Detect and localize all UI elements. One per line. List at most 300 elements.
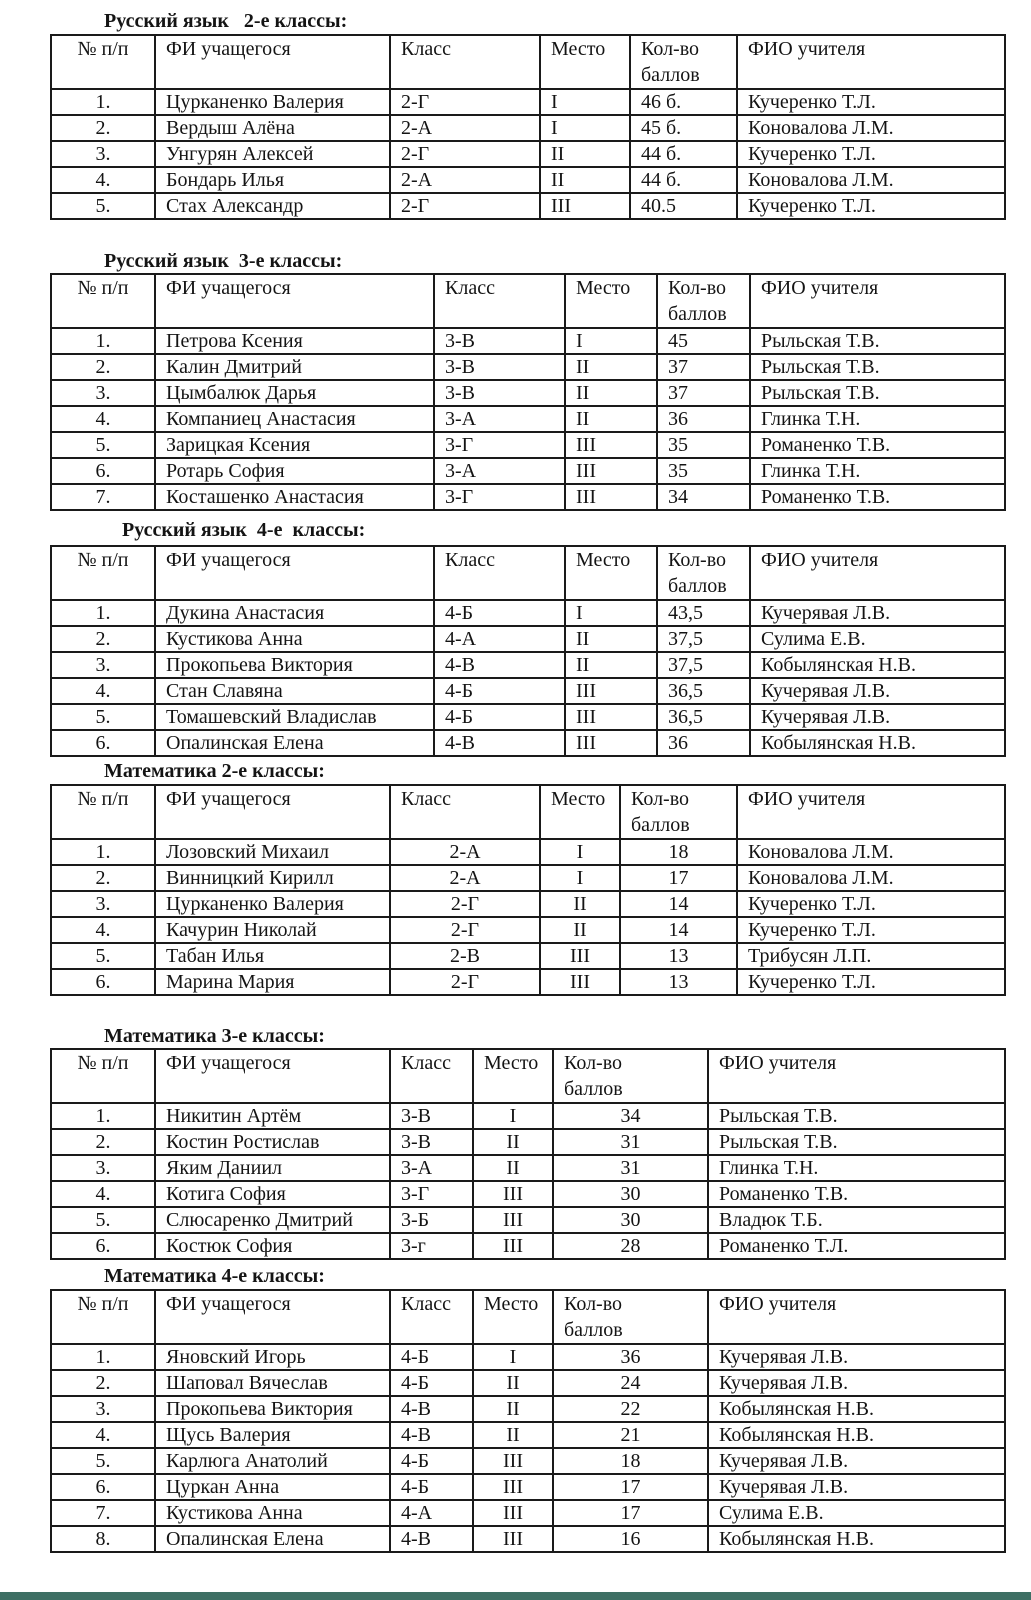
table-cell: 36 [657, 730, 750, 756]
column-header: ФИО учителя [708, 1049, 1005, 1103]
table-cell: 3. [51, 1396, 155, 1422]
table-cell: 2-В [390, 943, 540, 969]
table-cell: 44 б. [630, 141, 737, 167]
column-header: Кол-во баллов [630, 35, 737, 89]
table-cell: Карлюга Анатолий [155, 1448, 390, 1474]
table-cell: 36 [553, 1344, 708, 1370]
table-cell: Рыльская Т.В. [750, 380, 1005, 406]
table-cell: 2. [51, 354, 155, 380]
table-cell: Кучерявая Л.В. [708, 1474, 1005, 1500]
table-cell: 30 [553, 1181, 708, 1207]
table-row [51, 1233, 1005, 1259]
table-cell: 37 [657, 380, 750, 406]
table-cell: Табан Илья [155, 943, 390, 969]
table-cell: 17 [553, 1500, 708, 1526]
table-cell: Лозовский Михаил [155, 839, 390, 865]
column-header: Место [540, 785, 620, 839]
table-cell: II [565, 406, 657, 432]
table-cell: 3. [51, 891, 155, 917]
results-table [50, 273, 1006, 511]
results-table [50, 784, 1006, 996]
table-row [51, 969, 1005, 995]
column-header: ФИО учителя [750, 546, 1005, 600]
table-cell: 2. [51, 1129, 155, 1155]
table-cell: 13 [620, 969, 737, 995]
table-cell: 2-Г [390, 141, 540, 167]
table-cell: 1. [51, 839, 155, 865]
table-cell: Петрова Ксения [155, 328, 434, 354]
table-row [51, 380, 1005, 406]
column-header: № п/п [51, 785, 155, 839]
table-row [51, 484, 1005, 510]
table-cell: 17 [553, 1474, 708, 1500]
table-cell: III [473, 1233, 553, 1259]
table-cell: Кобылянская Н.В. [708, 1526, 1005, 1552]
table-cell: 3-В [434, 328, 565, 354]
table-cell: III [565, 432, 657, 458]
table-header-row [51, 1049, 1005, 1103]
table-row [51, 1448, 1005, 1474]
table-cell: Кучерявая Л.В. [750, 704, 1005, 730]
table-cell: Кучеренко Т.Л. [737, 917, 1005, 943]
table-row [51, 652, 1005, 678]
table-cell: Глинка Т.Н. [750, 406, 1005, 432]
table-row [51, 1103, 1005, 1129]
table-cell: 4-Б [390, 1448, 473, 1474]
table-cell: III [540, 193, 630, 219]
table-cell: 36,5 [657, 704, 750, 730]
table-cell: 2. [51, 115, 155, 141]
table-cell: 45 б. [630, 115, 737, 141]
table-cell: 36 [657, 406, 750, 432]
table-cell: 3-В [434, 354, 565, 380]
results-table [50, 545, 1006, 757]
table-cell: II [473, 1155, 553, 1181]
table-cell: 2. [51, 1370, 155, 1396]
table-cell: Романенко Т.В. [708, 1181, 1005, 1207]
table-heading: Русский язык 3-е классы: [104, 250, 343, 272]
table-cell: Стан Славяна [155, 678, 434, 704]
table-cell: Яновский Игорь [155, 1344, 390, 1370]
table-cell: 35 [657, 458, 750, 484]
table-cell: Кобылянская Н.В. [708, 1396, 1005, 1422]
table-cell: 3-г [390, 1233, 473, 1259]
table-cell: 37 [657, 354, 750, 380]
table-cell: Коновалова Л.М. [737, 839, 1005, 865]
table-cell: 4. [51, 1422, 155, 1448]
table-cell: Цымбалюк Дарья [155, 380, 434, 406]
table-cell: Кучеренко Т.Л. [737, 891, 1005, 917]
table-cell: 34 [657, 484, 750, 510]
table-cell: 35 [657, 432, 750, 458]
table-cell: 6. [51, 730, 155, 756]
table-cell: Рыльская Т.В. [750, 354, 1005, 380]
table-header-row [51, 274, 1005, 328]
table-cell: 4. [51, 167, 155, 193]
table-cell: 4. [51, 678, 155, 704]
table-cell: 36,5 [657, 678, 750, 704]
column-header: ФИ учащегося [155, 1049, 390, 1103]
table-cell: I [540, 115, 630, 141]
table-cell: 31 [553, 1129, 708, 1155]
table-cell: Калин Дмитрий [155, 354, 434, 380]
table-cell: Унгурян Алексей [155, 141, 390, 167]
column-header: Место [540, 35, 630, 89]
column-header: ФИО учителя [737, 785, 1005, 839]
table-cell: 2-Г [390, 917, 540, 943]
table-cell: Рыльская Т.В. [708, 1103, 1005, 1129]
table-row [51, 354, 1005, 380]
column-header: Место [473, 1049, 553, 1103]
table-cell: Прокопьева Виктория [155, 1396, 390, 1422]
table-cell: Кобылянская Н.В. [750, 730, 1005, 756]
table-cell: Цурканенко Валерия [155, 89, 390, 115]
table-cell: Кучеренко Т.Л. [737, 193, 1005, 219]
table-cell: 3-Г [434, 484, 565, 510]
table-cell: 2-А [390, 865, 540, 891]
table-cell: Кучерявая Л.В. [750, 678, 1005, 704]
table-cell: Рыльская Т.В. [708, 1129, 1005, 1155]
table-cell: 22 [553, 1396, 708, 1422]
table-row [51, 115, 1005, 141]
table-cell: II [540, 917, 620, 943]
table-cell: 4. [51, 1181, 155, 1207]
table-cell: I [540, 89, 630, 115]
table-heading: Русский язык 2-е классы: [104, 10, 348, 32]
table-cell: III [473, 1526, 553, 1552]
table-cell: 43,5 [657, 600, 750, 626]
table-cell: II [565, 652, 657, 678]
column-header: Класс [434, 274, 565, 328]
table-cell: 5. [51, 193, 155, 219]
table-cell: Кустикова Анна [155, 626, 434, 652]
table-cell: Зарицкая Ксения [155, 432, 434, 458]
table-cell: Кобылянская Н.В. [750, 652, 1005, 678]
table-cell: 1. [51, 328, 155, 354]
table-row [51, 458, 1005, 484]
table-cell: Кучерявая Л.В. [708, 1344, 1005, 1370]
table-cell: Кобылянская Н.В. [708, 1422, 1005, 1448]
table-cell: Сулима Е.В. [750, 626, 1005, 652]
table-row [51, 89, 1005, 115]
table-cell: Томашевский Владислав [155, 704, 434, 730]
table-heading: Математика 2-е классы: [104, 760, 325, 782]
table-cell: Стах Александр [155, 193, 390, 219]
table-cell: 30 [553, 1207, 708, 1233]
table-row [51, 600, 1005, 626]
table-cell: 3-В [434, 380, 565, 406]
table-cell: 4-Б [390, 1370, 473, 1396]
table-cell: 6. [51, 458, 155, 484]
table-cell: 3-В [390, 1129, 473, 1155]
table-cell: 13 [620, 943, 737, 969]
results-table [50, 1289, 1006, 1553]
table-cell: 3-Г [390, 1181, 473, 1207]
table-cell: 2-Г [390, 193, 540, 219]
table-cell: 1. [51, 89, 155, 115]
table-row [51, 1526, 1005, 1552]
table-row [51, 167, 1005, 193]
table-cell: III [473, 1448, 553, 1474]
table-row [51, 141, 1005, 167]
table-cell: II [540, 167, 630, 193]
table-cell: 3. [51, 380, 155, 406]
table-cell: 45 [657, 328, 750, 354]
table-cell: II [565, 354, 657, 380]
table-cell: III [565, 458, 657, 484]
table-cell: Бондарь Илья [155, 167, 390, 193]
table-cell: 4-В [390, 1422, 473, 1448]
column-header: № п/п [51, 274, 155, 328]
table-cell: Качурин Николай [155, 917, 390, 943]
column-header: Класс [434, 546, 565, 600]
table-cell: III [473, 1500, 553, 1526]
table-cell: 3. [51, 1155, 155, 1181]
table-cell: 4-Б [390, 1474, 473, 1500]
table-row [51, 1370, 1005, 1396]
column-header: ФИО учителя [737, 35, 1005, 89]
table-cell: I [540, 839, 620, 865]
table-cell: Рыльская Т.В. [750, 328, 1005, 354]
table-cell: I [473, 1344, 553, 1370]
table-cell: Котига София [155, 1181, 390, 1207]
table-cell: 4-В [390, 1526, 473, 1552]
table-cell: 21 [553, 1422, 708, 1448]
table-cell: 4-Б [434, 600, 565, 626]
table-row [51, 1155, 1005, 1181]
table-cell: Дукина Анастасия [155, 600, 434, 626]
table-heading: Русский язык 4-е классы: [122, 519, 366, 541]
table-cell: Владюк Т.Б. [708, 1207, 1005, 1233]
table-cell: II [473, 1422, 553, 1448]
table-cell: 46 б. [630, 89, 737, 115]
table-cell: Марина Мария [155, 969, 390, 995]
table-cell: 8. [51, 1526, 155, 1552]
table-cell: 40.5 [630, 193, 737, 219]
table-cell: 5. [51, 943, 155, 969]
table-cell: Шаповал Вячеслав [155, 1370, 390, 1396]
table-row [51, 1344, 1005, 1370]
table-cell: I [565, 328, 657, 354]
table-cell: Костин Ростислав [155, 1129, 390, 1155]
table-row [51, 193, 1005, 219]
table-row [51, 1181, 1005, 1207]
table-heading: Математика 4-е классы: [104, 1265, 325, 1287]
table-cell: Кучерявая Л.В. [750, 600, 1005, 626]
table-cell: I [473, 1103, 553, 1129]
table-row [51, 839, 1005, 865]
table-cell: Романенко Т.Л. [708, 1233, 1005, 1259]
table-cell: 2. [51, 865, 155, 891]
table-cell: 2-Г [390, 891, 540, 917]
table-cell: III [565, 484, 657, 510]
table-cell: 1. [51, 1344, 155, 1370]
table-cell: III [473, 1474, 553, 1500]
table-cell: III [473, 1207, 553, 1233]
table-cell: 28 [553, 1233, 708, 1259]
table-cell: Романенко Т.В. [750, 432, 1005, 458]
column-header: ФИО учителя [708, 1290, 1005, 1344]
column-header: № п/п [51, 1290, 155, 1344]
table-cell: 2. [51, 626, 155, 652]
table-cell: 6. [51, 1233, 155, 1259]
table-cell: 7. [51, 484, 155, 510]
table-row [51, 1129, 1005, 1155]
table-cell: 4-Б [390, 1344, 473, 1370]
table-row [51, 1474, 1005, 1500]
table-cell: 5. [51, 432, 155, 458]
table-cell: 1. [51, 1103, 155, 1129]
table-row [51, 1396, 1005, 1422]
table-cell: 2-Г [390, 89, 540, 115]
table-cell: Опалинская Елена [155, 1526, 390, 1552]
column-header: ФИ учащегося [155, 1290, 390, 1344]
table-row [51, 328, 1005, 354]
table-row [51, 730, 1005, 756]
table-cell: 7. [51, 1500, 155, 1526]
table-row [51, 678, 1005, 704]
table-cell: 3-В [390, 1103, 473, 1129]
column-header: № п/п [51, 35, 155, 89]
table-cell: 4-Б [434, 678, 565, 704]
table-cell: I [540, 865, 620, 891]
table-cell: 34 [553, 1103, 708, 1129]
table-cell: 3-Г [434, 432, 565, 458]
results-table [50, 34, 1006, 220]
table-cell: Прокопьева Виктория [155, 652, 434, 678]
table-row [51, 432, 1005, 458]
table-cell: II [473, 1396, 553, 1422]
table-cell: 37,5 [657, 626, 750, 652]
table-cell: 24 [553, 1370, 708, 1396]
table-heading: Математика 3-е классы: [104, 1025, 325, 1047]
column-header: Класс [390, 1290, 473, 1344]
column-header: Класс [390, 1049, 473, 1103]
table-cell: Кучерявая Л.В. [708, 1370, 1005, 1396]
table-row [51, 943, 1005, 969]
table-cell: III [540, 943, 620, 969]
table-cell: 4. [51, 406, 155, 432]
table-cell: 2-А [390, 839, 540, 865]
column-header: Кол-во баллов [657, 274, 750, 328]
table-cell: Трибусян Л.П. [737, 943, 1005, 969]
table-cell: 4-В [434, 652, 565, 678]
column-header: ФИ учащегося [155, 546, 434, 600]
table-cell: 6. [51, 1474, 155, 1500]
table-cell: Цурканенко Валерия [155, 891, 390, 917]
table-cell: III [565, 704, 657, 730]
table-cell: 3-А [434, 406, 565, 432]
table-row [51, 917, 1005, 943]
column-header: ФИ учащегося [155, 274, 434, 328]
column-header: Кол-во баллов [620, 785, 737, 839]
results-table [50, 1048, 1006, 1260]
table-cell: Щусь Валерия [155, 1422, 390, 1448]
table-cell: 4-В [390, 1396, 473, 1422]
table-cell: Глинка Т.Н. [708, 1155, 1005, 1181]
table-row [51, 1422, 1005, 1448]
table-cell: Коновалова Л.М. [737, 167, 1005, 193]
table-cell: II [540, 891, 620, 917]
table-header-row [51, 1290, 1005, 1344]
column-header: Кол-во баллов [553, 1290, 708, 1344]
table-row [51, 626, 1005, 652]
table-cell: Слюсаренко Дмитрий [155, 1207, 390, 1233]
table-cell: Глинка Т.Н. [750, 458, 1005, 484]
table-cell: Компаниец Анастасия [155, 406, 434, 432]
column-header: Класс [390, 35, 540, 89]
column-header: Кол-во баллов [657, 546, 750, 600]
column-header: Место [565, 274, 657, 328]
table-cell: 14 [620, 891, 737, 917]
table-cell: II [565, 626, 657, 652]
table-cell: III [473, 1181, 553, 1207]
table-cell: Кустикова Анна [155, 1500, 390, 1526]
table-cell: 16 [553, 1526, 708, 1552]
table-cell: 18 [553, 1448, 708, 1474]
table-cell: 17 [620, 865, 737, 891]
table-cell: 44 б. [630, 167, 737, 193]
column-header: Место [565, 546, 657, 600]
table-cell: 1. [51, 600, 155, 626]
table-cell: 5. [51, 1448, 155, 1474]
table-cell: Вердыш Алёна [155, 115, 390, 141]
column-header: Кол-во баллов [553, 1049, 708, 1103]
table-cell: 4-Б [434, 704, 565, 730]
table-cell: Никитин Артём [155, 1103, 390, 1129]
table-cell: 3-А [434, 458, 565, 484]
table-cell: II [473, 1129, 553, 1155]
table-cell: III [565, 730, 657, 756]
table-row [51, 704, 1005, 730]
table-row [51, 406, 1005, 432]
table-cell: II [540, 141, 630, 167]
table-cell: Романенко Т.В. [750, 484, 1005, 510]
table-cell: 4-А [390, 1500, 473, 1526]
table-cell: 2-А [390, 115, 540, 141]
table-cell: 3-Б [390, 1207, 473, 1233]
column-header: № п/п [51, 1049, 155, 1103]
column-header: ФИО учителя [750, 274, 1005, 328]
table-cell: 5. [51, 704, 155, 730]
table-cell: Косташенко Анастасия [155, 484, 434, 510]
table-cell: 18 [620, 839, 737, 865]
table-header-row [51, 785, 1005, 839]
table-header-row [51, 35, 1005, 89]
table-cell: Коновалова Л.М. [737, 115, 1005, 141]
table-cell: Коновалова Л.М. [737, 865, 1005, 891]
table-cell: Костюк София [155, 1233, 390, 1259]
table-cell: 4-А [434, 626, 565, 652]
table-cell: 3. [51, 141, 155, 167]
table-cell: Сулима Е.В. [708, 1500, 1005, 1526]
table-cell: 5. [51, 1207, 155, 1233]
table-cell: 3-А [390, 1155, 473, 1181]
table-cell: 2-А [390, 167, 540, 193]
table-cell: Винницкий Кирилл [155, 865, 390, 891]
table-cell: 31 [553, 1155, 708, 1181]
table-cell: Кучеренко Т.Л. [737, 141, 1005, 167]
table-cell: 3. [51, 652, 155, 678]
table-cell: Кучеренко Т.Л. [737, 969, 1005, 995]
table-cell: Опалинская Елена [155, 730, 434, 756]
table-cell: 6. [51, 969, 155, 995]
table-cell: Ротарь София [155, 458, 434, 484]
table-cell: 37,5 [657, 652, 750, 678]
column-header: ФИ учащегося [155, 785, 390, 839]
table-cell: Яким Даниил [155, 1155, 390, 1181]
table-cell: Кучерявая Л.В. [708, 1448, 1005, 1474]
